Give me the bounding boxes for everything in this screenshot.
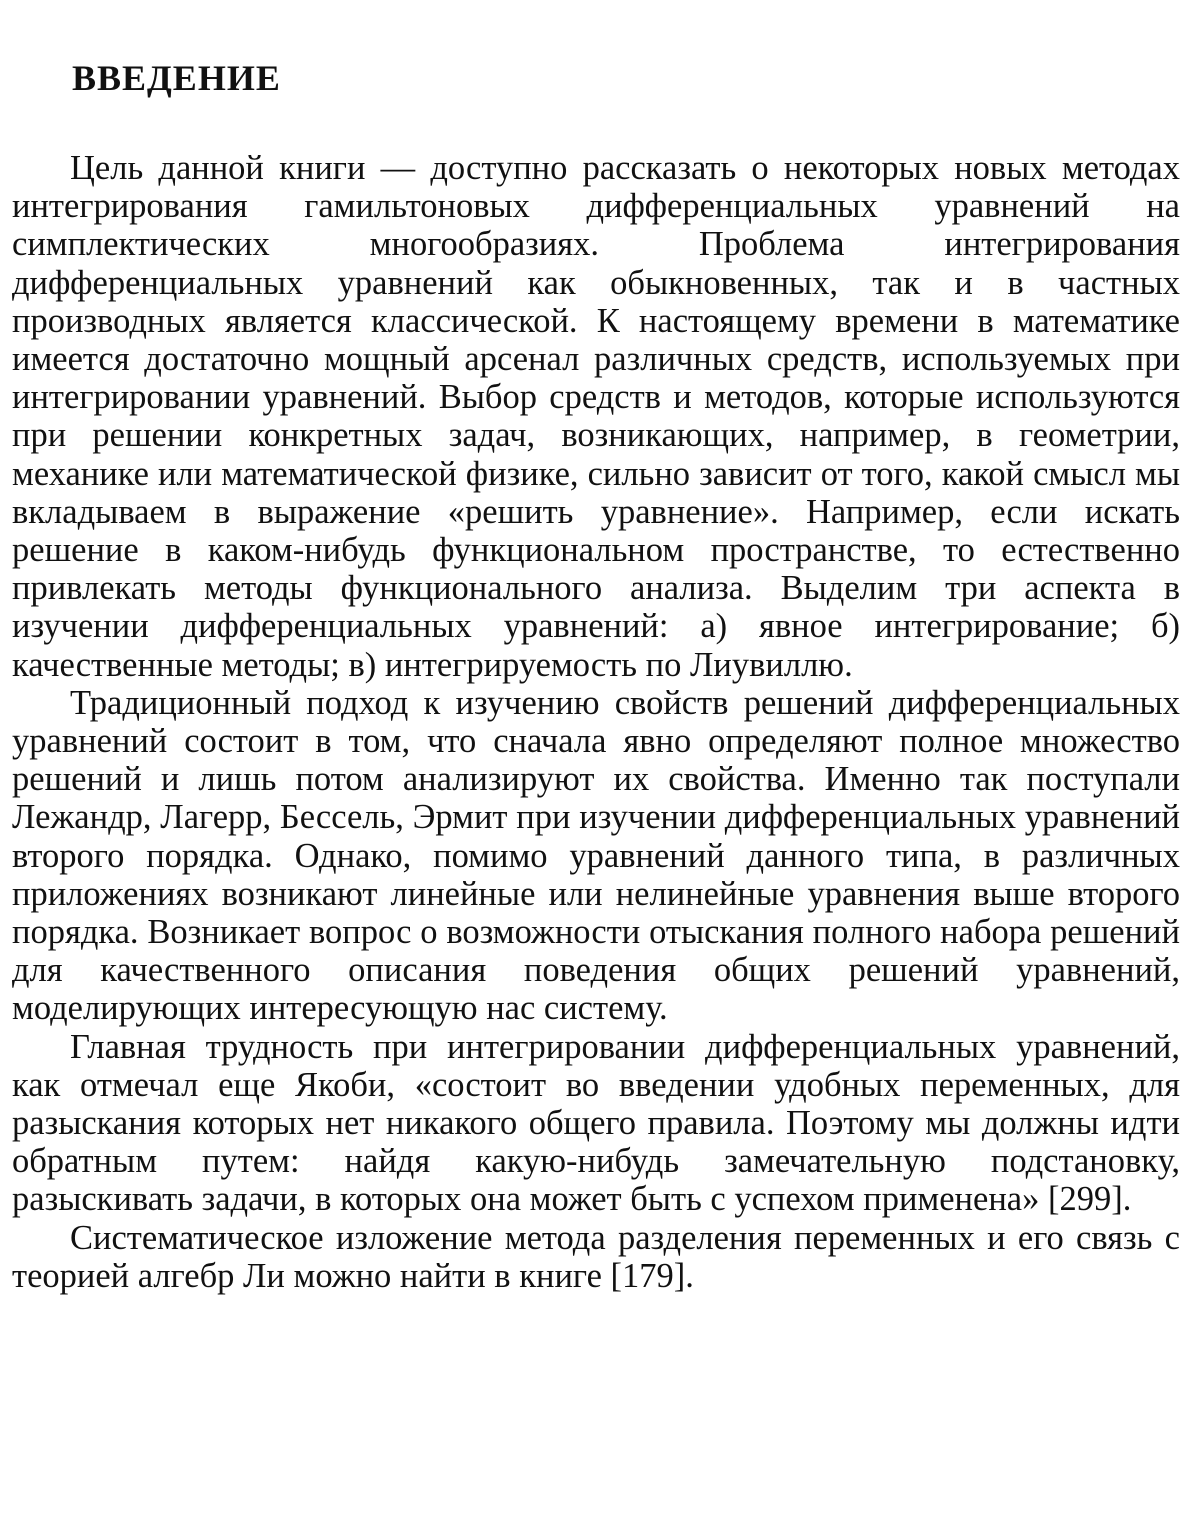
paragraph-separation-method: Систематическое изложение метода разделения переменных и его связь с теорией алгебр Ли можно найти в книге [179]. bbox=[12, 1218, 1180, 1295]
chapter-heading: ВВЕДЕНИЕ bbox=[72, 58, 281, 98]
paragraph-intro: Цель данной книги — доступно рассказать о некоторых новых методах интегрирования гамильтоновых дифференциальных уравнений на симплектических многообразиях. Проблема интегрирования дифференциальных уравнений как обыкновенных, так и в частных производных является классической. К настоящему времени в математике имеется достаточно мощный арсенал различных средств, используемых при интегрировании уравнений. Выбор средств и методов, которые используются при решении конкретных задач, возникающих, например, в геометрии, механике или математической физике, сильно зависит от того, какой смысл мы вкладываем в выражение «решить уравнение». Например, если искать решение в каком-нибудь функциональном пространстве, то естественно привлекать методы функционального анализа. Выделим три аспекта в изучении дифференциальных уравнений: а) явное интегрирование; б) качественные методы; в) интегрируемость по Лиувиллю. bbox=[12, 149, 1180, 684]
paragraph-jacobi-quote: Главная трудность при интегрировании дифференциальных уравнений, как отмечал еще Якоби, «состоит во введении удобных переменных, для разыскания которых нет никакого общего правила. Поэтому мы должны идти обратным путем: найдя какую-нибудь замечательную подстановку, разыскивать задачи, в которых она может быть с успехом применена» [299]. bbox=[12, 1027, 1180, 1219]
body-text bbox=[12, 149, 1180, 1295]
paragraph-traditional-approach: Традиционный подход к изучению свойств решений дифференциальных уравнений состоит в том, что сначала явно определяют полное множество решений и лишь потом анализируют их свойства. Именно так поступали Лежандр, Лагерр, Бессель, Эрмит при изучении дифференциальных уравнений второго порядка. Однако, помимо уравнений данного типа, в различных приложениях возникают линейные или нелинейные уравнения выше второго порядка. Возникает вопрос о возможности отыскания полного набора решений для качественного описания поведения общих решений уравнений, моделирующих интересующую нас систему. bbox=[12, 683, 1180, 1028]
